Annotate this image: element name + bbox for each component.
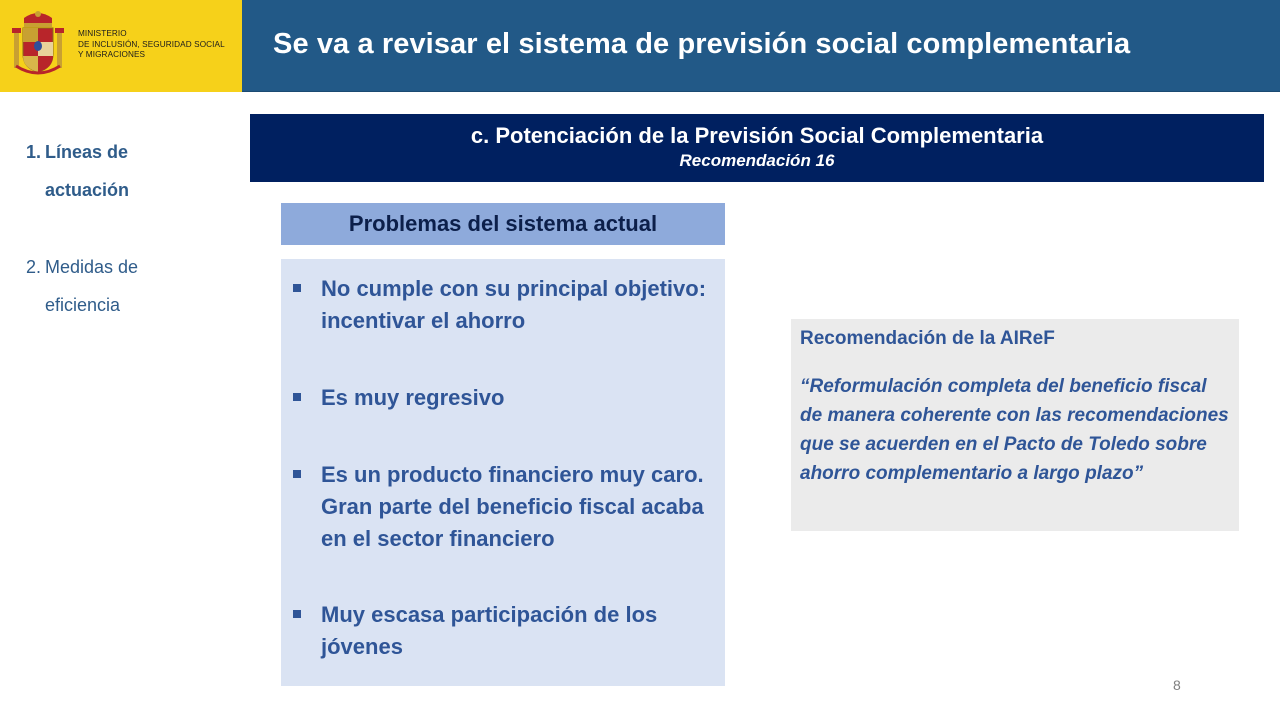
square-bullet-icon — [293, 393, 301, 401]
list-item-text: Es un producto financiero muy caro. Gran parte del beneficio fiscal acaba en el sector financiero — [321, 462, 704, 551]
list-item — [293, 382, 718, 414]
nav-item-label: actuación — [45, 180, 130, 200]
list-item — [293, 459, 718, 555]
ministry-line: MINISTERIO — [78, 29, 127, 38]
section-nav — [26, 133, 236, 324]
list-item-text: No cumple con su principal objetivo: incentivar el ahorro — [321, 276, 707, 333]
recommendation-box — [791, 319, 1239, 531]
ministry-logo — [0, 0, 242, 92]
problems-list — [281, 259, 725, 686]
slide-title: Se va a revisar el sistema de previsión social complementaria — [273, 28, 1131, 60]
list-item-text: Es muy regresivo — [321, 385, 505, 410]
spain-coat-of-arms-icon — [10, 10, 66, 80]
ministry-name — [78, 29, 240, 61]
section-banner — [250, 114, 1264, 182]
ministry-line: Y MIGRACIONES — [78, 50, 146, 60]
nav-item-label: Medidas de — [45, 257, 139, 277]
section-title: c. Potenciación de la Previsión Social Complementaria — [470, 123, 1044, 148]
nav-item-medidas-de-eficiencia[interactable] — [26, 248, 236, 324]
nav-item-lineas-de-actuacion[interactable] — [26, 133, 236, 209]
nav-item-number: 2. — [26, 257, 42, 277]
square-bullet-icon — [293, 284, 301, 292]
list-item-text: Muy escasa participación de los jóvenes — [321, 602, 658, 659]
list-item — [293, 273, 718, 337]
square-bullet-icon — [293, 470, 301, 478]
ministry-line: DE INCLUSIÓN, SEGURIDAD SOCIAL — [78, 39, 225, 49]
header-bar — [242, 0, 1280, 92]
problems-header: Problemas del sistema actual — [281, 203, 725, 245]
nav-item-label: eficiencia — [45, 295, 121, 315]
nav-item-label: Líneas de — [45, 142, 129, 162]
nav-item-number: 1. — [26, 142, 42, 162]
square-bullet-icon — [293, 610, 301, 618]
list-item — [293, 599, 718, 663]
recommendation-title: Recomendación de la AIReF — [800, 328, 1055, 349]
page-number: 8 — [1173, 677, 1181, 693]
section-subtitle: Recomendación 16 — [679, 151, 835, 170]
recommendation-quote: “Reformulación completa del beneficio fiscal de manera coherente con las recomendaciones que se acuerden en el Pacto de Toledo sobre ahorro complementario a largo plazo” — [800, 376, 1229, 484]
